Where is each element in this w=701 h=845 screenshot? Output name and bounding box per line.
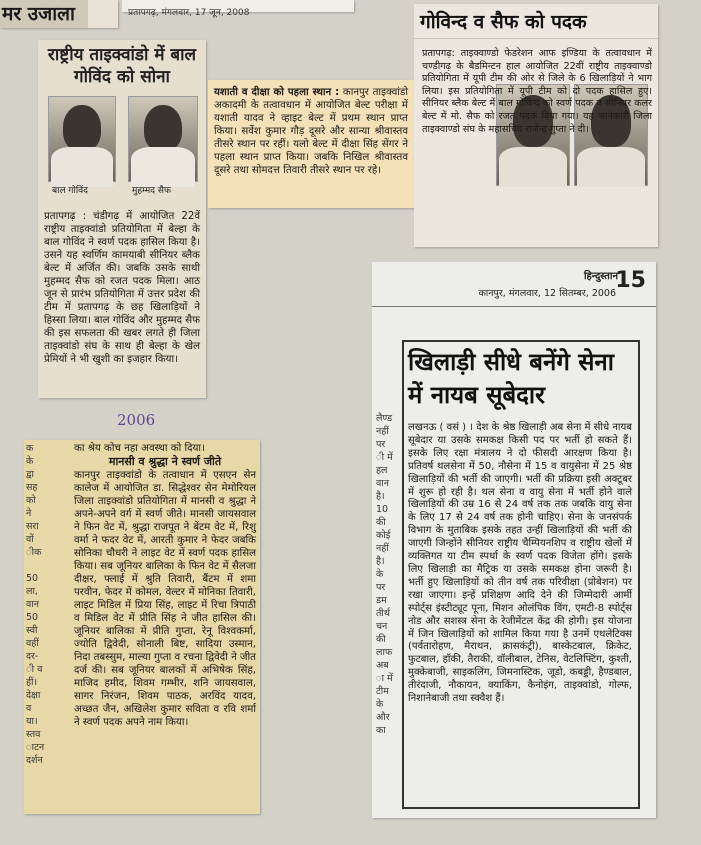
clipping-bal-govind-gold [38, 40, 206, 398]
adjacent-column-fragment: क के द्वा सह को ने सरा वों ीक 50 ला, वान 50 स्वी वहीं दर- ी व हीं। देक्षा व या। स्तव ाटन दर्शन [26, 443, 45, 766]
portrait-face [63, 105, 101, 151]
article3-headline: गोविन्द व सैफ को पदक [414, 4, 658, 39]
article5-column [74, 442, 256, 729]
article1-body: प्रतापगढ़ : चंडीगढ़ में आयोजित 22वें राष्ट्रीय ताइक्वांडो प्रतियोगिता में बेल्हा के बाल गोविंद ने स्वर्ण पदक हासिल किया है। उसने यह स्वर्णिम कामयाबी सीनियर ब्लैक बेल्ट में अर्जित की। जबकि उसके साथी मुहम्मद सैफ को रजत पदक मिला। आठ जून से प्रारंभ प्रतियोगिता में उत्तर प्रदेश की टीम में प्रतापगढ़ के छह खिलाड़ियों ने हिस्सा लिया। बाल गोविंद और मुहम्मद सैफ की इस सफलता की खबर लगते ही जिला ताइक्वांडो संघ के साथ ही बेल्हा के खेल प्रेमियों ने भी खुशी का इजहार किया। [44, 211, 200, 365]
page-number: 15 [615, 268, 646, 293]
article4-body: लखनऊ ( वसं ) । देश के श्रेष्ठ खिलाड़ी अब सेना में सीधे नायब सूबेदार या उसके समकक्ष किसी पद पर भर्ती हो सकते हैं। इसके लिए रक्षा मंत्रालय ने दो फीसदी आरक्षण किया है। प्रतिवर्ष थलसेना में 50, नौसेना में 15 व वायुसेना में 25 श्रेष्ठ खिलाड़ियों की भर्ती की जाएगी। भर्ती की प्रक्रिया इसी अक्टूबर में शुरू हो रही है। थल सेना व वायु सेना में भर्ती होने वाले खिलाड़ियों की उम्र 16 से 24 वर्ष तक तक जबकि वायु सेना के लिए 17 से 24 वर्ष तक होनी चाहिए। सेना के जनसंपर्क विभाग के मुताबिक इसके तहत उन्हीं खिलाड़ियों की भर्ती की जाएगी जिन्होंने सीनियर राष्ट्रीय चैम्पियनशिप व राष्ट्रीय खेलों में व्यक्तिगत या टीम स्पर्धा के स्वर्ण पदक विजेता होंगे। इसके लिए खिलाड़ी का मैट्रिक या उसके समकक्ष होना जरूरी है। भर्ती हुए खिलाड़ियों को तीन वर्ष तक परिवीक्षा (प्रोबेशन) पर रखा जाएगा। इन्हें प्रशिक्षण आदि देने की जिम्मेदारी आर्मी स्पोर्ट्स इंस्टीट्यूट पूना, मिशन ओलंपिक विंग, एमटी-8 स्पोर्ट्स नोड और सशस्त्र सेना के रेजीमेंटल केंद्र की होगी। इस योजना में जिन खिलाड़ियों को शामिल किया गया है उनमें एथलेटिक्स (पर्वतारोहण, मैराथन, क्रासकंट्री), बास्केटबाल, क्रिकेट, फुटबाल, हॉकी, तैराकी, वॉलीबाल, टेनिस, वेटलिफ्टिंग, कुश्ती, मुक्केबाजी, साइकलिंग, जिमनास्टिक, जूडो, कबड्डी, हैण्डबाल, तीरंदाजी, नौकायन, क्याकिंग, कैनोइंग, ताइक्वांडो, गोल्फ, निशानेबाजी तथा स्क्वैश हैं। [408, 422, 632, 705]
article5-body: कानपुर ताइक्वांडो के तत्वाधान में एसएन सेन कालेज में आयोजित डा. सिद्धेश्वर सेन मेमोरियल जिला ताइक्वांडो प्रतियोगिता में मानसी व श्रुद्धा ने अपने-अपने वर्ग में स्वर्ण जीते। मानसी जायसवाल ने फिन वेट में, श्रुद्धा राजपूत ने बेंटम वेट में, रिशु वर्मा ने फदर वेट में, आरती कुमार ने फेदर जबकि सोनिका चौधरी ने लाइट वेट में स्वर्ण पदक हासिल किया। सब जूनियर बालिका के फिन वेट में सैलजा दीक्षर, फ्लाई में श्रुति तिवारी, बैंटम में शमा परवीन, फेदर में कोमल, वेल्टर में मोनिका तिवारी, लाइट मिडिल में प्रिया सिंह, लाइट में रिचा त्रिपाठी व मिडिल वेट में प्रीति सिंह ने जीत हासिल की। जूनियर बालिका में प्रीति गुप्ता, रेनू विश्वकर्मा, ज्योति द्विवेदी, सोनाली बिष्ट, सादिया उस्मान, निदा तबस्सुम, माल्या गुप्ता व रचना द्विवेदी ने जीत दर्ज की। सब जूनियर बालकों में अभिषेक सिंह, माजिद हमीद, शिवम गम्भीर, शनि जायसवाल, सागर निरंजन, शिवम पाठक, अरविंद यादव, अच्छत जैन, अखिलेश कुमार सविता व रवि शर्मा ने स्वर्ण पदक अपने नाम किया। [74, 470, 256, 728]
clipping-govind-saif-medal [414, 4, 658, 247]
article2-lead: यशाती व दीक्षा को पहला स्थान : [214, 87, 340, 98]
article1-headline: राष्ट्रीय ताइक्वांडो में बाल गोविंद को सोना [47, 45, 197, 87]
date-strip [122, 0, 354, 18]
masthead-clipping [0, 0, 118, 28]
adjacent-column-fragment: लैण्ड नहीं पर ी में हल वान है। 10 की कोई नहीं है। के पर डम तीर्थ चन की लाफ अब ा में टीम के और का [376, 413, 393, 736]
photo-muhammad-saif [128, 96, 198, 182]
article5-subhead: मानसी व श्रुद्धा ने स्वर्ण जीते [108, 455, 222, 468]
photo-bal-govind [48, 96, 116, 182]
paper-name: हिन्दुस्तान [583, 271, 618, 282]
clipping-army-recruitment [372, 262, 656, 818]
top-date-fragment: प्रतापगढ़, मंगलवार, 17 जून, 2008 [128, 8, 250, 18]
portrait-shirt [577, 147, 645, 187]
caption-bal-govind: बाल गोविंद [52, 186, 88, 196]
newspaper-masthead [372, 262, 656, 307]
portrait-shirt [499, 147, 567, 187]
clipping-mansi-shruddha-gold [24, 440, 260, 814]
article4-headline: खिलाड़ी सीधे बनेंगे सेना में नायब सूबेदार [408, 348, 614, 409]
clipping-belt-exam [208, 80, 414, 208]
article2-body: कानपुर ताइक्वांडो अकादमी के तत्वावधान में आयोजित बेल्ट परीक्षा में यशाती यादव ने व्हाइट बेल्ट में प्रथम स्थान प्राप्त किया। सर्वेश कुमार गौड़ दूसरे और सान्या श्रीवास्तव तीसरे स्थान पर रहीं। यलो बेल्ट में दीक्षा सिंह सेंगर ने पहला स्थान प्राप्त किया। जबकि निखिल श्रीवास्तव दूसरे तथा सोमदत्त तिवारी तीसरे स्थान पर रहे। [214, 87, 408, 176]
dateline: कानपुर, मंगलवार, 12 सितम्बर, 2006 [478, 288, 616, 299]
article5-top-line: का श्रेय कोच नहा अवस्था को दिया। [74, 443, 205, 454]
caption-muhammad-saif: मुहम्मद सैफ [132, 186, 171, 196]
portrait-shirt [51, 147, 113, 187]
portrait-face [144, 105, 182, 151]
article3-body: प्रतापगढ़: ताइक्वाण्डो फेडरेशन आफ इण्डिया के तत्वावधान में चण्डीगढ़ के बैडमिन्टन हाल आयोजित 22वीं राष्ट्रीय ताइक्वाण्डो प्रतियोगिता में यूपी टीम की ओर से जिले के 6 खिलाड़ियों ने भाग लिया। इस प्रतियोगिता में यूपी टीम को दो पदक हासिल हुए। सीनियर ब्लैक बेल्ट में बाल गोविन्द को स्वर्ण पदक व सीनियर कलर बेल्ट में मो. सैफ को रजत पदक दिया गया। यह जानकारी जिला ताइक्वाण्डो संघ के महासचिव राजेन्द्र गुप्ता ने दी। [422, 48, 652, 135]
handwritten-year: 2006 [117, 411, 156, 429]
article2-text [208, 80, 414, 183]
portrait-shirt [131, 147, 195, 187]
masthead-fragment: मर उजाला [0, 0, 88, 28]
